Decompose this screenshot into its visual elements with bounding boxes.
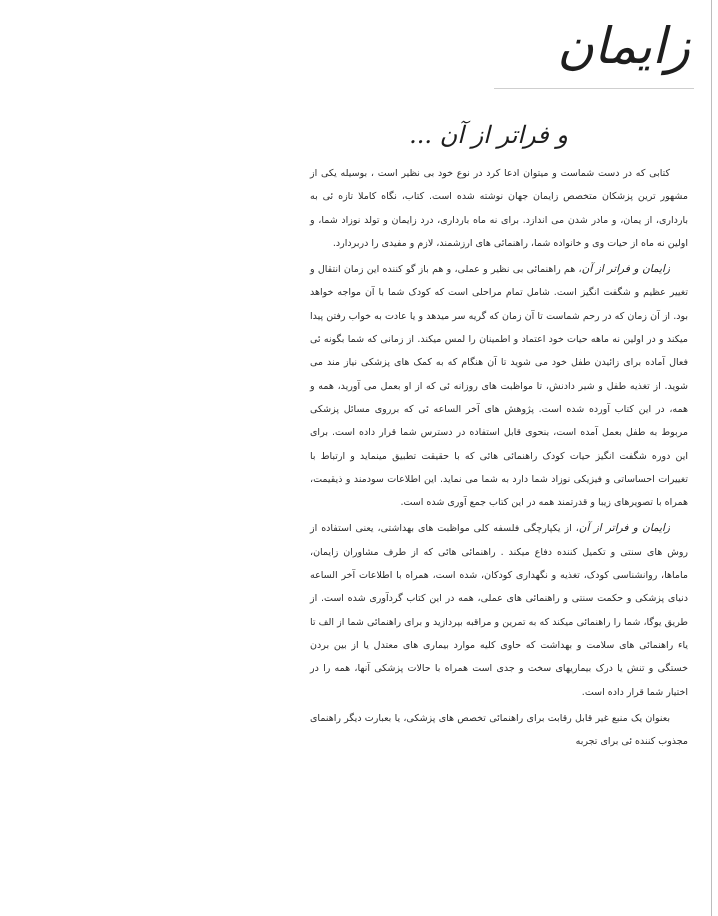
paragraph-3-text: ، از یکپارچگی فلسفه کلی مواظبت های بهداشتی، یعنی استفاده از روش های سنتی و تکمیل کننده دفاع میکند . راهنمائی هائی که از طرف مشاوران زایمان، ماماها، روانشناسی کودک، تغذیه و نگهداری کودکان، شده است، همراه با اطلاعات آخر الساعه دنیای پزشکی و حکمت سنتی و راهنمائی های عملی، همه در این کتاب گردآوری شده است. از طریق یوگا، شما را راهنمائی میکند که به تمرین و مراقبه بپردازید و برای راهنمائی شما از الف تا یاء راهنمائی های سلامت و بهداشت که حاوی کلیه موارد بیماری های معتدل یا از بین بردن خستگی و تنش یا درک بیماریهای سخت و جدی است همراه با حالات پزشکی آنها، همه را در اختیار شما قرار داده است. (310, 523, 688, 698)
page-edge-rule (711, 0, 712, 916)
page-title: زایمان (557, 17, 690, 75)
section-heading: و فراتر از آن ... (409, 121, 568, 149)
header-divider (494, 88, 694, 89)
paragraph-4-text: بعنوان یک منبع غیر قابل رقابت برای راهنمائی تخصص های پزشکی، یا بعبارت دیگر راهنمای مجذوب کننده ئی برای تجربه (310, 712, 688, 748)
body-text (310, 162, 688, 753)
paragraph-3-lead: زایمان و فراتر از آن (578, 522, 671, 535)
paragraph-2-lead: زایمان و فراتر از آن (581, 263, 670, 276)
paragraph-1-text: کتابی که در دست شماست و میتوان ادعا کرد در نوع خود بی نظیر است ، بوسیله یکی از مشهور ترین پزشکان متخصص زایمان جهان نوشته شده است. کتاب، نگاه کاملا تازه ئی به بارداری، از یمان، و مادر شدن می اندازد. برای نه ماه بارداری، درد زایمان و تولد نوزاد شما، و اولین نه ماه از حیات وی و خانواده شما، راهنمائی های ارزشمند، لازم و مفیدی را دربردارد. (310, 168, 688, 249)
paragraph-3 (310, 517, 688, 703)
paragraph-4 (310, 707, 688, 754)
paragraph-1 (310, 162, 688, 255)
paragraph-2-text: ، هم راهنمائی بی نظیر و عملی، و هم باز گو کننده این زمان انتقال و تغییر عظیم و شگفت انگیز است. شامل تمام مراحلی است که کودک شما با آن مواجه خواهد بود. از آن زمان که در رحم شماست تا آن زمان که گریه سر میدهد و یا عادت به خواب رفتن پیدا میکند و در اولین نه ماهه حیات خود اعتماد و اطمینان را لمس میکند. از زمانی که شما بگونه ئی فعال آماده برای زائیدن طفل خود می شوید تا آن هنگام که به کمک های پزشکی نیاز مند می شوید. از تغذیه طفل و شیر دادنش، تا مواظبت های روزانه ئی که از او بعمل می آورید، همه و همه، در این کتاب آورده شده است. پژوهش های آخر الساعه ئی که برروی مسائل پزشکی مربوط به طفل بعمل آمده است، بنحوی قابل استفاده در دسترس شما قرار داده است. برای این دوره شگفت انگیز حیات کودک راهنمائی هائی که با حقیقت تطبیق مینماید و ارتباط با تغییرات احساساتی و فیزیکی نوزاد شما دارد به شما می نماید. این اطلاعات سودمند و ذیقیمت، همراه با تصویرهای زیبا و قدرتمند همه در این کتاب جمع آوری شده است. (310, 264, 688, 509)
paragraph-2 (310, 258, 688, 514)
